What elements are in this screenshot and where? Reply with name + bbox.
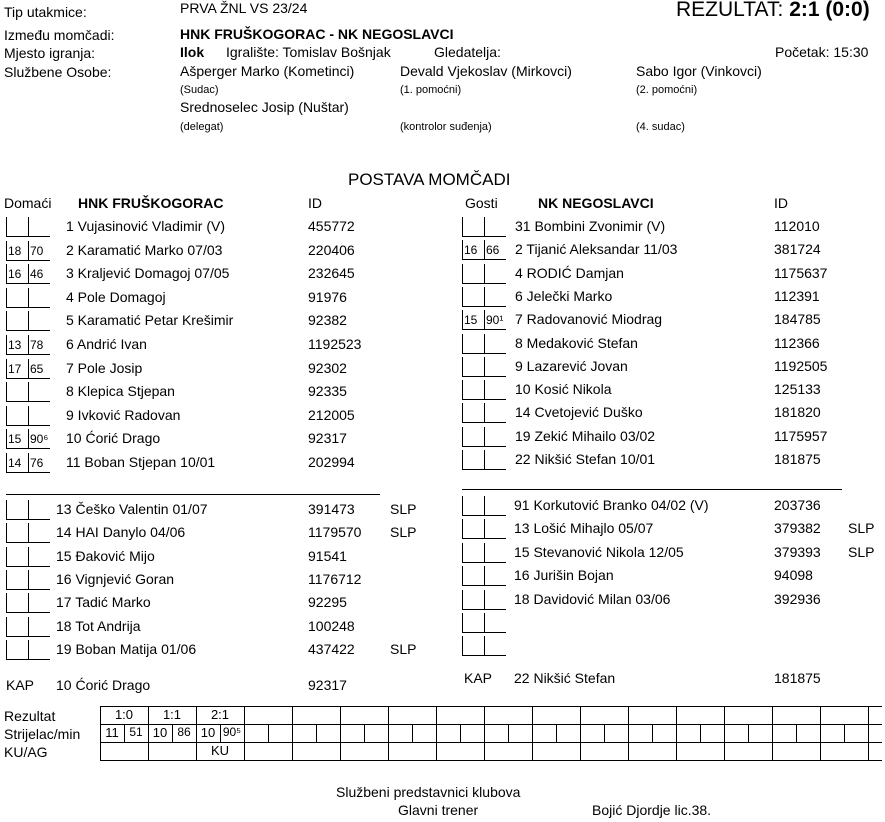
player-id: 1175637	[774, 264, 828, 281]
player-id: 381724	[774, 241, 821, 258]
player-name: 18 Davidović Milan 03/06	[514, 590, 671, 607]
grid-vline-sub	[508, 724, 509, 742]
result-value: 2:1 (0:0)	[789, 0, 870, 21]
out-box	[484, 636, 506, 656]
in-box	[6, 288, 28, 308]
player-name: 9 Ivković Radovan	[66, 406, 181, 423]
out-box: 70	[28, 241, 50, 261]
scorer-minute: 51	[129, 725, 143, 739]
away-id-header: ID	[774, 195, 788, 211]
player-name: 8 Medaković Stefan	[515, 334, 638, 351]
in-box	[462, 287, 484, 307]
player-flag: SLP	[390, 501, 417, 517]
player-id: 92382	[308, 312, 347, 329]
in-box: 17	[6, 359, 28, 379]
away-team-name: NK NEGOSLAVCI	[538, 195, 654, 211]
out-box	[28, 640, 50, 660]
out-box	[28, 523, 50, 543]
official-4-role: (delegat)	[180, 121, 224, 133]
in-box	[462, 566, 484, 586]
in-box	[6, 570, 28, 590]
home-divider	[6, 494, 380, 495]
in-box	[462, 496, 484, 516]
out-box	[484, 264, 506, 284]
player-name: 16 Vignjević Goran	[56, 570, 175, 587]
score-result: 2:1	[210, 707, 230, 722]
player-id: 100248	[308, 617, 355, 634]
out-box	[484, 217, 506, 237]
home-id-header: ID	[308, 195, 322, 211]
player-name: 10 Kosić Nikola	[515, 381, 612, 398]
out-box	[484, 334, 506, 354]
in-box	[462, 427, 484, 447]
official-1-role: (Sudac)	[180, 84, 219, 96]
out-box: 66	[484, 240, 506, 260]
grid-vline-sub	[604, 724, 605, 742]
player-name: 10 Ćorić Drago	[66, 430, 161, 447]
player-flag: SLP	[848, 543, 875, 560]
home-captain: 10 Ćorić Drago	[56, 677, 151, 693]
away-captain: 22 Nikšić Stefan	[514, 670, 616, 686]
player-name: 15 Stevanović Nikola 12/05	[514, 543, 684, 560]
out-box	[28, 593, 50, 613]
out-box	[28, 500, 50, 520]
player-name: 5 Karamatić Petar Krešimir	[66, 312, 234, 329]
player-name: 2 Tijanić Aleksandar 11/03	[515, 241, 678, 258]
grid-vline	[532, 706, 533, 760]
player-name: 16 Jurišin Bojan	[514, 567, 614, 584]
player-name: 91 Korkutović Branko 04/02 (V)	[514, 497, 709, 513]
grid-vline-sub	[460, 724, 461, 742]
out-box	[484, 519, 506, 539]
player-id: 392936	[774, 590, 821, 607]
grid-vline-sub	[556, 724, 557, 742]
player-name: 11 Boban Stjepan 10/01	[66, 454, 216, 470]
out-box	[28, 406, 50, 426]
in-box	[462, 590, 484, 610]
official-2-name: Devald Vjekoslav (Mirkovci)	[400, 63, 572, 79]
away-label: Gosti	[465, 195, 498, 211]
player-id: 94098	[774, 567, 813, 584]
player-name: 7 Radovanović Miodrag	[515, 311, 663, 328]
official-4-name: Srednoselec Josip (Nuštar)	[180, 99, 349, 115]
in-box	[462, 264, 484, 284]
player-id: 112366	[774, 334, 820, 351]
player-name: 18 Tot Andrija	[56, 617, 141, 634]
away-kap-label: KAP	[464, 670, 493, 686]
player-id: 1192523	[308, 336, 362, 352]
gledatelja: Gledatelja:	[434, 44, 501, 60]
out-box	[28, 288, 50, 308]
player-name: 22 Nikšić Stefan 10/01	[515, 451, 656, 467]
player-id: 181875	[774, 451, 821, 467]
head-coach-name: Bojić Djordje lic.38.	[592, 802, 712, 818]
out-box: 90⁶	[28, 429, 50, 449]
label-sluzbene: Službene Osobe:	[4, 64, 112, 80]
out-box	[484, 566, 506, 586]
away-divider	[462, 489, 842, 490]
player-id: 1192505	[774, 357, 828, 374]
player-name: 7 Pole Josip	[66, 359, 143, 376]
player-name: 1 Vujasinović Vladimir (V)	[66, 218, 225, 234]
in-box	[6, 640, 28, 660]
home-team-name: HNK FRUŠKOGORAC	[78, 195, 224, 211]
grid-vline-sub	[316, 724, 317, 742]
in-box	[462, 380, 484, 400]
igraliste: Igralište: Tomislav Bošnjak	[226, 44, 391, 60]
in-box: 16	[462, 240, 484, 260]
competition: PRVA ŽNL VS 23/24	[180, 0, 308, 16]
score-result: 1:0	[114, 707, 134, 722]
in-box	[6, 523, 28, 543]
in-box	[462, 613, 484, 633]
player-id: 92295	[308, 594, 347, 611]
player-name: 14 Cvetojević Duško	[515, 404, 643, 421]
official-6-role: (4. sudac)	[636, 121, 685, 133]
out-box	[484, 450, 506, 470]
out-box	[28, 382, 50, 402]
player-id: 455772	[308, 218, 355, 234]
in-box	[462, 403, 484, 423]
player-name: 8 Klepica Stjepan	[66, 383, 175, 400]
in-box	[6, 382, 28, 402]
player-name: 14 HAI Danylo 04/06	[56, 524, 186, 541]
player-name: 15 Đaković Mijo	[56, 547, 155, 564]
out-box	[484, 543, 506, 563]
grid-vline-sub	[844, 724, 845, 742]
player-name: 2 Karamatić Marko 07/03	[66, 241, 223, 258]
player-id: 91976	[308, 288, 347, 305]
grid-vline	[436, 706, 437, 760]
out-box	[28, 570, 50, 590]
grid-vline	[628, 706, 629, 760]
grid-vline-sub	[268, 724, 269, 742]
out-box	[28, 217, 50, 237]
official-3-name: Sabo Igor (Vinkovci)	[636, 63, 762, 79]
player-id: 437422	[308, 640, 355, 657]
result-label	[676, 0, 870, 22]
scorer-number: 10	[152, 725, 168, 740]
out-box	[484, 613, 506, 633]
label-mjesto: Mjesto igranja:	[4, 45, 96, 61]
in-box	[462, 450, 484, 470]
home-captain-id: 92317	[308, 677, 347, 693]
out-box	[28, 547, 50, 567]
home-label: Domaći	[4, 195, 52, 211]
out-box	[484, 590, 506, 610]
result-label-text: REZULTAT:	[676, 0, 784, 21]
player-id: 391473	[308, 501, 355, 517]
player-id: 92302	[308, 359, 347, 376]
player-name: 19 Zekić Mihailo 03/02	[515, 427, 656, 444]
out-box	[484, 287, 506, 307]
player-id: 181820	[774, 404, 821, 421]
teams-title: HNK FRUŠKOGORAC - NK NEGOSLAVCI	[180, 26, 454, 42]
grid-hline	[100, 760, 882, 761]
player-id: 202994	[308, 454, 355, 470]
out-box	[484, 427, 506, 447]
player-name: 6 Andrić Ivan	[66, 336, 147, 352]
player-name: 17 Tadić Marko	[56, 594, 151, 611]
out-box: 90¹	[484, 310, 506, 330]
out-box: 76	[28, 453, 50, 473]
player-id: 1176712	[308, 570, 362, 587]
player-id: 232645	[308, 265, 355, 282]
grid-vline-sub	[364, 724, 365, 742]
grid-vline-sub	[412, 724, 413, 742]
player-name: 9 Lazarević Jovan	[515, 357, 628, 374]
start-time: Početak: 15:30	[775, 44, 869, 60]
kuag-value	[148, 742, 196, 759]
player-name: 6 Jelečki Marko	[515, 287, 613, 304]
player-name: 31 Bombini Zvonimir (V)	[515, 218, 666, 234]
head-coach-label: Glavni trener	[398, 802, 479, 818]
in-box: 14	[6, 453, 28, 473]
player-name: 13 Češko Valentin 01/07	[56, 501, 208, 517]
player-id: 112391	[774, 287, 820, 304]
in-box	[462, 543, 484, 563]
out-box	[484, 380, 506, 400]
grid-vline	[244, 706, 245, 760]
in-box: 18	[6, 241, 28, 261]
row-label-rezultat: Rezultat	[4, 708, 56, 724]
player-name: 19 Boban Matija 01/06	[56, 640, 197, 657]
in-box: 15	[6, 429, 28, 449]
out-box	[484, 403, 506, 423]
player-name: 13 Lošić Mihajlo 05/07	[514, 520, 654, 537]
player-flag: SLP	[390, 640, 417, 657]
kuag-value	[100, 742, 148, 759]
in-box	[462, 217, 484, 237]
scorer-number: 11	[105, 725, 119, 740]
in-box: 16	[6, 264, 28, 284]
official-5-role: (kontrolor suđenja)	[400, 121, 492, 133]
player-id: 91541	[308, 547, 347, 564]
in-box	[462, 519, 484, 539]
grid-vline	[724, 706, 725, 760]
score-result: 1:1	[162, 707, 182, 722]
player-id: 1179570	[308, 524, 362, 541]
player-id: 92335	[308, 383, 347, 400]
grid-vline-sub	[700, 724, 701, 742]
row-label-kuag: KU/AG	[4, 744, 48, 760]
out-box	[28, 311, 50, 331]
grid-vline-sub	[748, 724, 749, 742]
in-box: 13	[6, 335, 28, 355]
grid-vline	[868, 706, 869, 760]
player-id: 379393	[774, 543, 821, 560]
scorer-number: 10	[200, 725, 216, 740]
grid-vline-sub	[652, 724, 653, 742]
player-id: 379382	[774, 520, 821, 537]
official-1-name: Ašperger Marko (Kometinci)	[180, 63, 355, 79]
grid-vline	[388, 706, 389, 760]
grid-vline	[820, 706, 821, 760]
scorer-minute: 86	[177, 725, 191, 739]
in-box	[6, 617, 28, 637]
in-box	[6, 547, 28, 567]
player-name: 3 Kraljević Domagoj 07/05	[66, 265, 230, 282]
in-box	[6, 217, 28, 237]
away-captain-id: 181875	[774, 670, 821, 686]
player-id: 220406	[308, 241, 355, 258]
grid-vline	[340, 706, 341, 760]
club-representatives: Službeni predstavnici klubova	[336, 784, 521, 800]
out-box	[484, 357, 506, 377]
in-box	[6, 500, 28, 520]
player-id: 112010	[774, 218, 820, 234]
grid-vline	[772, 706, 773, 760]
in-box	[6, 593, 28, 613]
player-id: 184785	[774, 311, 821, 328]
row-label-strijelac: Strijelac/min	[4, 726, 81, 742]
player-id: 1175957	[774, 427, 828, 444]
out-box: 65	[28, 359, 50, 379]
player-id: 92317	[308, 430, 347, 447]
official-2-role: (1. pomoćni)	[400, 84, 462, 96]
grid-vline-sub	[796, 724, 797, 742]
grid-vline	[484, 706, 485, 760]
player-name: 4 Pole Domagoj	[66, 288, 166, 305]
label-izmedu: Između momčadi:	[4, 27, 115, 43]
lineup-title: POSTAVA MOMČADI	[348, 170, 511, 189]
grid-vline	[676, 706, 677, 760]
grid-vline	[292, 706, 293, 760]
player-id: 212005	[308, 406, 355, 423]
in-box	[6, 406, 28, 426]
player-name: 4 RODIĆ Damjan	[515, 264, 624, 281]
in-box: 15	[462, 310, 484, 330]
out-box: 46	[28, 264, 50, 284]
in-box	[6, 311, 28, 331]
out-box	[28, 617, 50, 637]
out-box: 78	[28, 335, 50, 355]
grid-vline	[580, 706, 581, 760]
official-3-role: (2. pomoćni)	[636, 84, 698, 96]
in-box	[462, 636, 484, 656]
scorer-minute: 90⁵	[222, 725, 242, 739]
kuag-value: KU	[210, 743, 230, 758]
in-box	[462, 334, 484, 354]
out-box	[484, 496, 506, 516]
player-flag: SLP	[848, 520, 875, 537]
label-tip: Tip utakmice:	[4, 4, 87, 20]
in-box	[462, 357, 484, 377]
player-id: 203736	[774, 497, 821, 513]
city: Ilok	[180, 44, 205, 60]
player-flag: SLP	[390, 524, 417, 541]
home-kap-label: KAP	[6, 677, 35, 693]
player-id: 125133	[774, 381, 821, 398]
